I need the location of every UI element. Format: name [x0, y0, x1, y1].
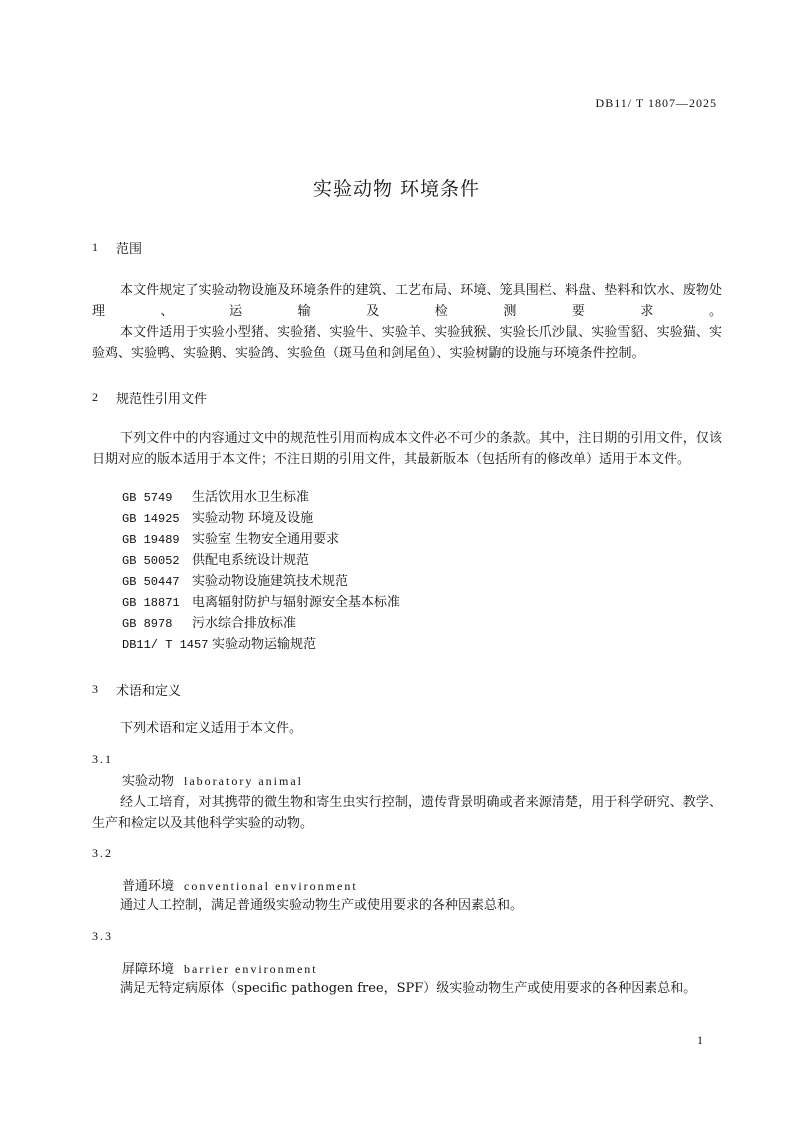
reference-name: 实验室 生物安全通用要求 [192, 532, 340, 547]
term-chinese: 屏障环境 [122, 962, 175, 977]
reference-item [122, 488, 309, 508]
term-english: barrier environment [184, 962, 318, 976]
page-title: 实验动物 环境条件 [312, 178, 481, 200]
term-definition: 通过人工控制，满足普通级实验动物生产或使用要求的各种因素总和。 [120, 898, 524, 913]
term-number: 3.3 [92, 929, 113, 943]
reference-item [122, 572, 348, 592]
reference-code: GB 8978 [122, 617, 173, 631]
reference-item [122, 530, 339, 550]
reference-code: GB 18871 [122, 596, 180, 610]
reference-item [122, 593, 400, 613]
section-2-number: 2 [92, 390, 98, 404]
document-code: DB11/ T 1807—2025 [595, 96, 717, 110]
reference-code: GB 5749 [122, 491, 173, 505]
reference-code: GB 14925 [122, 512, 180, 526]
section-1-title: 范围 [116, 242, 143, 257]
section-3-number: 3 [92, 682, 98, 696]
reference-name: 实验动物 环境及设施 [192, 511, 314, 526]
reference-code: GB 50447 [122, 575, 180, 589]
term-number: 3.1 [92, 752, 113, 766]
term-number: 3.2 [92, 846, 113, 860]
reference-item [122, 635, 316, 655]
term-definition: 经人工培育，对其携带的微生物和寄生虫实行控制，遗传背景明确或者来源清楚，用于科学研究、教学、生产和检定以及其他科学实验的动物。 [92, 795, 722, 831]
reference-code: DB11/ T 1457 [122, 638, 209, 652]
section-2-title: 规范性引用文件 [116, 392, 208, 407]
term-english: laboratory animal [184, 774, 303, 788]
reference-name: 实验动物设施建筑技术规范 [192, 574, 349, 589]
section-2-paragraph-1: 下列文件中的内容通过文中的规范性引用而构成本文件必不可少的条款。其中，注日期的引用文件，仅该日期对应的版本适用于本文件；不注日期的引用文件，其最新版本（包括所有的修改单）适用于本文件。 [92, 431, 722, 467]
term-heading [122, 958, 318, 977]
section-3-paragraph-1: 下列术语和定义适用于本文件。 [120, 721, 303, 736]
section-1-number: 1 [92, 240, 98, 254]
reference-name: 生活饮用水卫生标准 [192, 490, 310, 505]
term-heading [122, 875, 358, 894]
section-1-paragraph-1: 本文件规定了实验动物设施及环境条件的建筑、工艺布局、环境、笼具围栏、料盘、垫料和饮水、废物处理、运输及检测要求。 [92, 283, 722, 319]
reference-name: 电离辐射防护与辐射源安全基本标准 [192, 595, 401, 610]
reference-code: GB 19489 [122, 533, 180, 547]
reference-item [122, 509, 313, 529]
term-english: conventional environment [184, 879, 358, 893]
reference-item [122, 614, 296, 634]
term-chinese: 普通环境 [122, 879, 175, 894]
page-number: 1 [697, 1033, 703, 1047]
reference-item [122, 551, 309, 571]
section-1-paragraph-2: 本文件适用于实验小型猪、实验猪、实验牛、实验羊、实验狨猴、实验长爪沙鼠、实验雪貂、实验猫、实验鸡、实验鸭、实验鹅、实验鸽、实验鱼（斑马鱼和剑尾鱼）、实验树鼩的设施与环境条件控制。 [92, 325, 722, 361]
section-3-title: 术语和定义 [116, 684, 182, 699]
term-heading [122, 770, 303, 789]
reference-name: 供配电系统设计规范 [192, 553, 310, 568]
term-definition: 满足无特定病原体（specific pathogen free，SPF）级实验动物生产或使用要求的各种因素总和。 [120, 981, 697, 996]
term-chinese: 实验动物 [122, 774, 175, 789]
reference-name: 实验动物运输规范 [212, 637, 317, 652]
reference-name: 污水综合排放标准 [192, 616, 297, 631]
reference-code: GB 50052 [122, 554, 180, 568]
